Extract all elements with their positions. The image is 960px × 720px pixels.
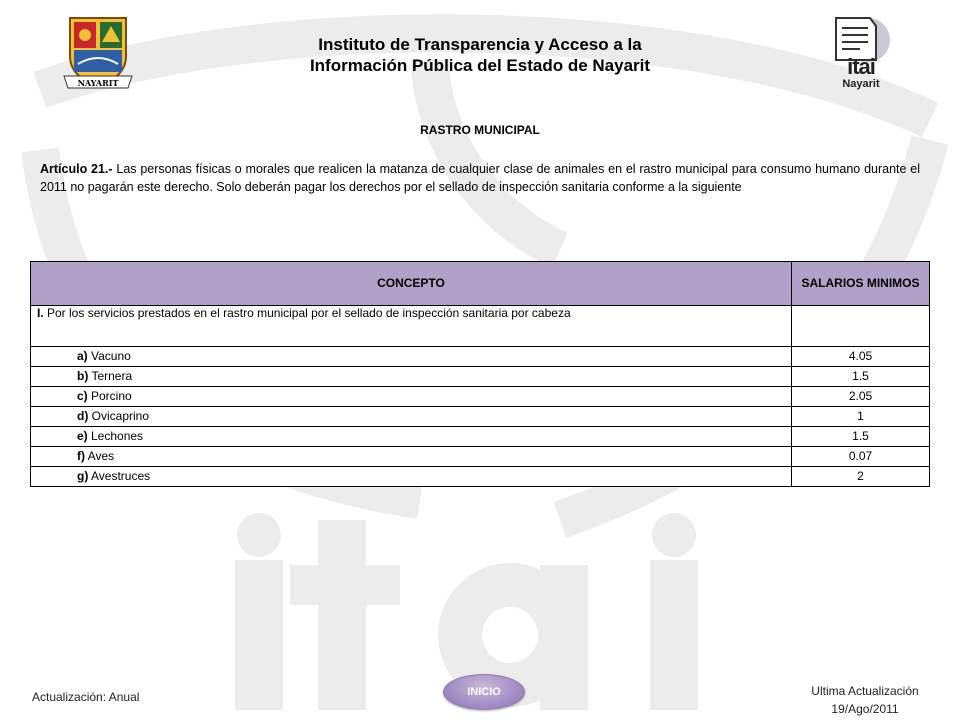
table-row — [31, 347, 930, 367]
table-row — [31, 447, 930, 467]
article-label: Artículo 21.- — [40, 162, 113, 176]
item-name: Aves — [85, 449, 115, 463]
nayarit-logo-text: NAYARIT — [77, 78, 119, 88]
update-frequency: Actualización: Anual — [32, 690, 140, 704]
item-label — [31, 387, 792, 407]
item-value: 1.5 — [792, 367, 930, 387]
item-value: 4.05 — [792, 347, 930, 367]
header-salarios-minimos: SALARIOS MINIMOS — [792, 262, 930, 306]
table-header-row — [31, 262, 930, 306]
item-name: Avestruces — [88, 469, 151, 483]
table-row-intro — [31, 306, 930, 347]
table-row — [31, 427, 930, 447]
institute-title — [230, 34, 730, 76]
fee-table — [30, 261, 930, 487]
article-text: Las personas físicas o morales que realicen la matanza de cualquier clase de animales en el rastro municipal para consumo humano durante el 2011 no pagarán este derecho. Solo deberán pagar los derechos por el sellado de inspección sanitaria conforme a la siguiente — [40, 162, 920, 194]
institute-title-line1: Instituto de Transparencia y Acceso a la — [318, 35, 642, 54]
inicio-button[interactable]: INICIO — [443, 674, 525, 710]
item-value: 0.07 — [792, 447, 930, 467]
item-letter: c) — [77, 389, 88, 403]
table-row — [31, 407, 930, 427]
item-value: 1.5 — [792, 427, 930, 447]
intro-text: Por los servicios prestados en el rastro municipal por el sellado de inspección sanitaria por cabeza — [43, 306, 571, 320]
item-name: Vacuno — [87, 349, 131, 363]
item-letter: g) — [77, 469, 89, 483]
item-letter: e) — [77, 429, 88, 443]
item-name: Lechones — [87, 429, 144, 443]
institute-title-line2: Información Pública del Estado de Nayarit — [309, 56, 651, 75]
header-concepto: CONCEPTO — [31, 262, 792, 306]
item-label — [31, 427, 792, 447]
last-update-date: 19/Ago/2011 — [831, 702, 899, 716]
item-letter: f) — [77, 449, 85, 463]
item-value: 2 — [792, 467, 930, 487]
section-title: RASTRO MUNICIPAL — [420, 123, 540, 137]
item-name: Porcino — [87, 389, 132, 403]
item-letter: a) — [77, 349, 88, 363]
item-value: 1 — [792, 407, 930, 427]
item-name: Ternera — [88, 369, 133, 383]
intro-value-cell — [792, 306, 930, 347]
intro-cell — [31, 306, 792, 347]
table-row — [31, 467, 930, 487]
item-label — [31, 467, 792, 487]
item-label — [31, 407, 792, 427]
itai-logo-text: itai — [847, 54, 875, 79]
item-label — [31, 447, 792, 467]
last-update — [790, 682, 940, 718]
table-row — [31, 367, 930, 387]
article-paragraph — [40, 160, 920, 196]
table-row — [31, 387, 930, 407]
intro-label: I. — [37, 306, 44, 320]
item-value: 2.05 — [792, 387, 930, 407]
item-letter: d) — [77, 409, 89, 423]
item-label — [31, 347, 792, 367]
item-name: Ovicaprino — [88, 409, 150, 423]
itai-logo-subtext: Nayarit — [842, 78, 880, 90]
item-letter: b) — [77, 369, 89, 383]
last-update-label: Ultima Actualización — [811, 684, 919, 698]
item-label — [31, 367, 792, 387]
